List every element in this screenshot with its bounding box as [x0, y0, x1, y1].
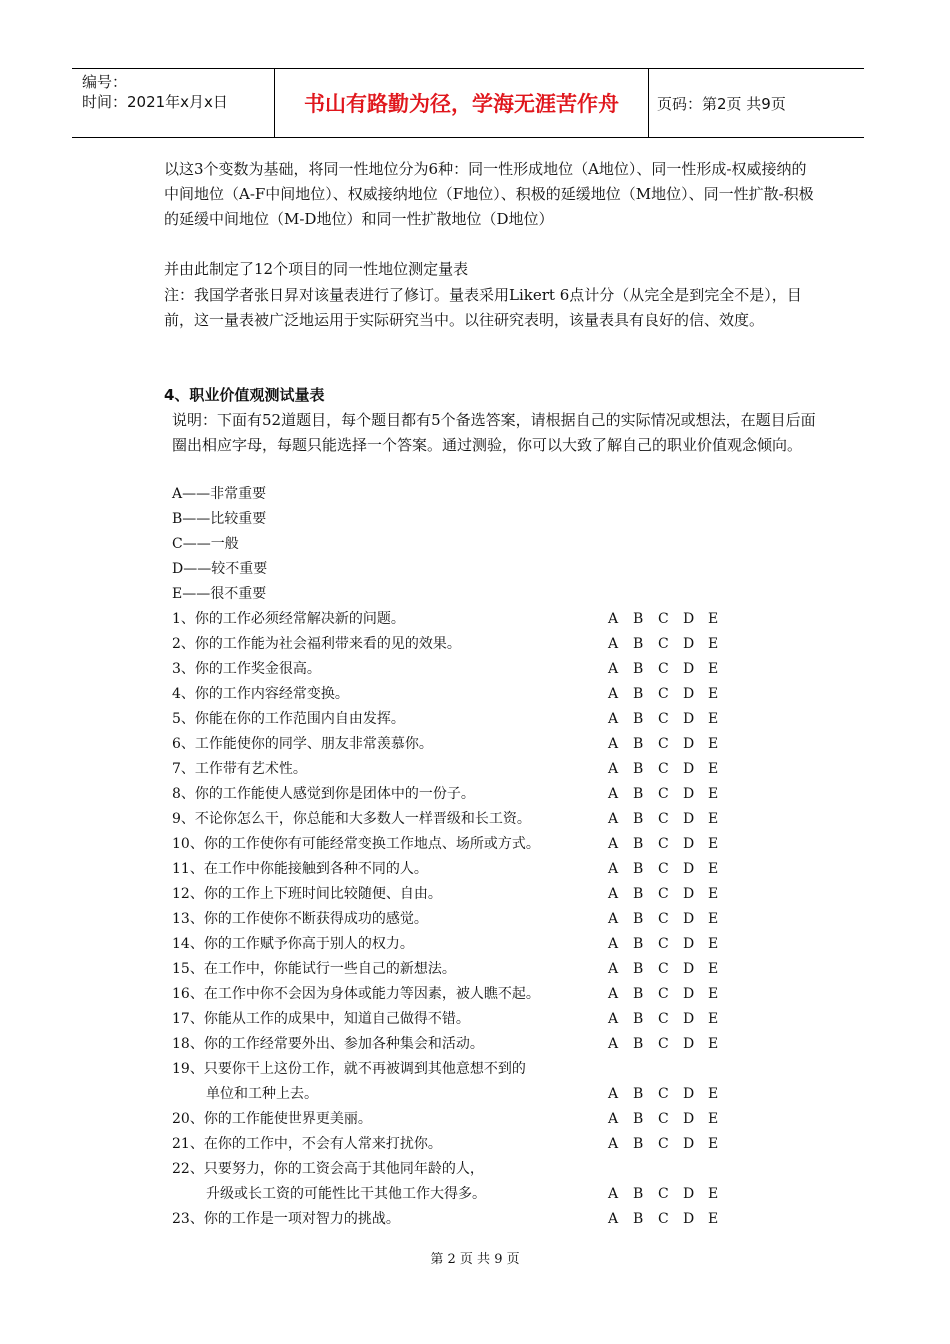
question-text: 10、你的工作使你有可能经常变换工作地点、场所或方式。 — [172, 836, 540, 852]
answer-choices[interactable]: A B C D E — [608, 836, 719, 852]
question-row — [172, 657, 732, 682]
section-intro: 说明：下面有52道题目，每个题目都有5个备选答案，请根据自己的实际情况或想法，在题目后面圈出相应字母，每题只能选择一个答案。通过测验，你可以大致了解自己的职业价值观念倾向。 — [172, 411, 816, 454]
question-row — [172, 882, 732, 907]
document-code: 编号： — [82, 73, 128, 91]
answer-choices[interactable]: A B C D E — [608, 1086, 719, 1102]
answer-choices[interactable]: A B C D E — [608, 1036, 719, 1052]
question-row — [172, 607, 732, 632]
page-footer: 第 2 页 共 9 页 — [430, 1252, 520, 1267]
answer-choices[interactable]: A B C D E — [608, 861, 719, 877]
question-row — [172, 1057, 732, 1082]
question-row — [172, 807, 732, 832]
question-list — [172, 607, 732, 1232]
legend-item: A——非常重要 — [172, 486, 267, 502]
question-text: 17、你能从工作的成果中，知道自己做得不错。 — [172, 1011, 470, 1027]
question-row — [172, 932, 732, 957]
page-header — [72, 68, 864, 138]
question-row — [172, 757, 732, 782]
question-row — [172, 1107, 732, 1132]
legend-item: C——一般 — [172, 536, 239, 552]
answer-choices[interactable]: A B C D E — [608, 811, 719, 827]
question-text: 单位和工种上去。 — [206, 1086, 318, 1102]
question-row — [172, 1007, 732, 1032]
question-row — [172, 782, 732, 807]
answer-choices[interactable]: A B C D E — [608, 986, 719, 1002]
question-text: 7、工作带有艺术性。 — [172, 761, 307, 777]
question-row — [172, 832, 732, 857]
paragraph-identity-status: 以这3个变数为基础，将同一性地位分为6种：同一性形成地位（A地位）、同一性形成-权威接纳的中间地位（A-F中间地位）、权威接纳地位（F地位）、积极的延缓地位（M地位）、同一性扩散-积极的延缓中间地位（M-D地位）和同一性扩散地位（D地位） — [164, 160, 814, 228]
question-row — [172, 982, 732, 1007]
question-text: 8、你的工作能使人感觉到你是团体中的一份子。 — [172, 786, 475, 802]
question-text: 11、在工作中你能接触到各种不同的人。 — [172, 861, 428, 877]
answer-choices[interactable]: A B C D E — [608, 1011, 719, 1027]
question-row-continuation — [172, 1082, 732, 1107]
question-text: 6、工作能使你的同学、朋友非常羡慕你。 — [172, 736, 433, 752]
question-row — [172, 1207, 732, 1232]
answer-choices[interactable]: A B C D E — [608, 761, 719, 777]
answer-choices[interactable]: A B C D E — [608, 786, 719, 802]
question-row — [172, 682, 732, 707]
answer-choices[interactable]: A B C D E — [608, 1186, 719, 1202]
header-page-number: 页码：第2页 共9页 — [657, 94, 786, 113]
question-text: 19、只要你干上这份工作，就不再被调到其他意想不到的 — [172, 1061, 526, 1077]
question-text: 23、你的工作是一项对智力的挑战。 — [172, 1211, 400, 1227]
question-row — [172, 1032, 732, 1057]
question-row — [172, 857, 732, 882]
question-text: 15、在工作中，你能试行一些自己的新想法。 — [172, 961, 456, 977]
answer-choices[interactable]: A B C D E — [608, 611, 719, 627]
document-date: 时间：2021年x月x日 — [82, 93, 228, 111]
section-heading: 4、职业价值观测试量表 — [164, 386, 325, 404]
question-row — [172, 732, 732, 757]
answer-choices[interactable]: A B C D E — [608, 686, 719, 702]
question-text: 升级或长工资的可能性比干其他工作大得多。 — [206, 1186, 486, 1202]
paragraph-revision-note: 注：我国学者张日昇对该量表进行了修订。量表采用Likert 6点计分（从完全是到完全不是），目前，这一量表被广泛地运用于实际研究当中。以往研究表明，该量表具有良好的信、效度。 — [164, 286, 802, 329]
question-row — [172, 707, 732, 732]
question-text: 9、不论你怎么干，你总能和大多数人一样晋级和长工资。 — [172, 811, 531, 827]
question-text: 5、你能在你的工作范围内自由发挥。 — [172, 711, 405, 727]
legend-item: D——较不重要 — [172, 561, 268, 577]
answer-legend — [172, 482, 732, 607]
question-text: 12、你的工作上下班时间比较随便、自由。 — [172, 886, 442, 902]
question-text: 18、你的工作经常要外出、参加各种集会和活动。 — [172, 1036, 484, 1052]
question-text: 20、你的工作能使世界更美丽。 — [172, 1111, 372, 1127]
question-text: 4、你的工作内容经常变换。 — [172, 686, 349, 702]
header-meta — [72, 69, 275, 137]
question-row — [172, 632, 732, 657]
answer-choices[interactable]: A B C D E — [608, 636, 719, 652]
question-text: 3、你的工作奖金很高。 — [172, 661, 321, 677]
answer-choices[interactable]: A B C D E — [608, 911, 719, 927]
question-row — [172, 1157, 732, 1182]
question-text: 21、在你的工作中，不会有人常来打扰你。 — [172, 1136, 442, 1152]
question-text: 22、只要努力，你的工资会高于其他同年龄的人， — [172, 1161, 484, 1177]
question-text: 1、你的工作必须经常解决新的问题。 — [172, 611, 405, 627]
answer-choices[interactable]: A B C D E — [608, 1211, 719, 1227]
question-text: 14、你的工作赋予你高于别人的权力。 — [172, 936, 414, 952]
question-row-continuation — [172, 1182, 732, 1207]
answer-choices[interactable]: A B C D E — [608, 1136, 719, 1152]
answer-choices[interactable]: A B C D E — [608, 936, 719, 952]
answer-choices[interactable]: A B C D E — [608, 886, 719, 902]
question-row — [172, 957, 732, 982]
answer-choices[interactable]: A B C D E — [608, 661, 719, 677]
answer-choices[interactable]: A B C D E — [608, 1111, 719, 1127]
question-row — [172, 1132, 732, 1157]
answer-choices[interactable]: A B C D E — [608, 961, 719, 977]
paragraph-scale-note: 并由此制定了12个项目的同一性地位测定量表 — [164, 260, 469, 278]
question-text: 16、在工作中你不会因为身体或能力等因素，被人瞧不起。 — [172, 986, 540, 1002]
answer-choices[interactable]: A B C D E — [608, 711, 719, 727]
question-text: 13、你的工作使你不断获得成功的感觉。 — [172, 911, 428, 927]
question-row — [172, 907, 732, 932]
question-text: 2、你的工作能为社会福利带来看的见的效果。 — [172, 636, 461, 652]
header-motto: 书山有路勤为径，学海无涯苦作舟 — [275, 69, 649, 137]
answer-choices[interactable]: A B C D E — [608, 736, 719, 752]
legend-item: B——比较重要 — [172, 511, 267, 527]
legend-item: E——很不重要 — [172, 586, 267, 602]
